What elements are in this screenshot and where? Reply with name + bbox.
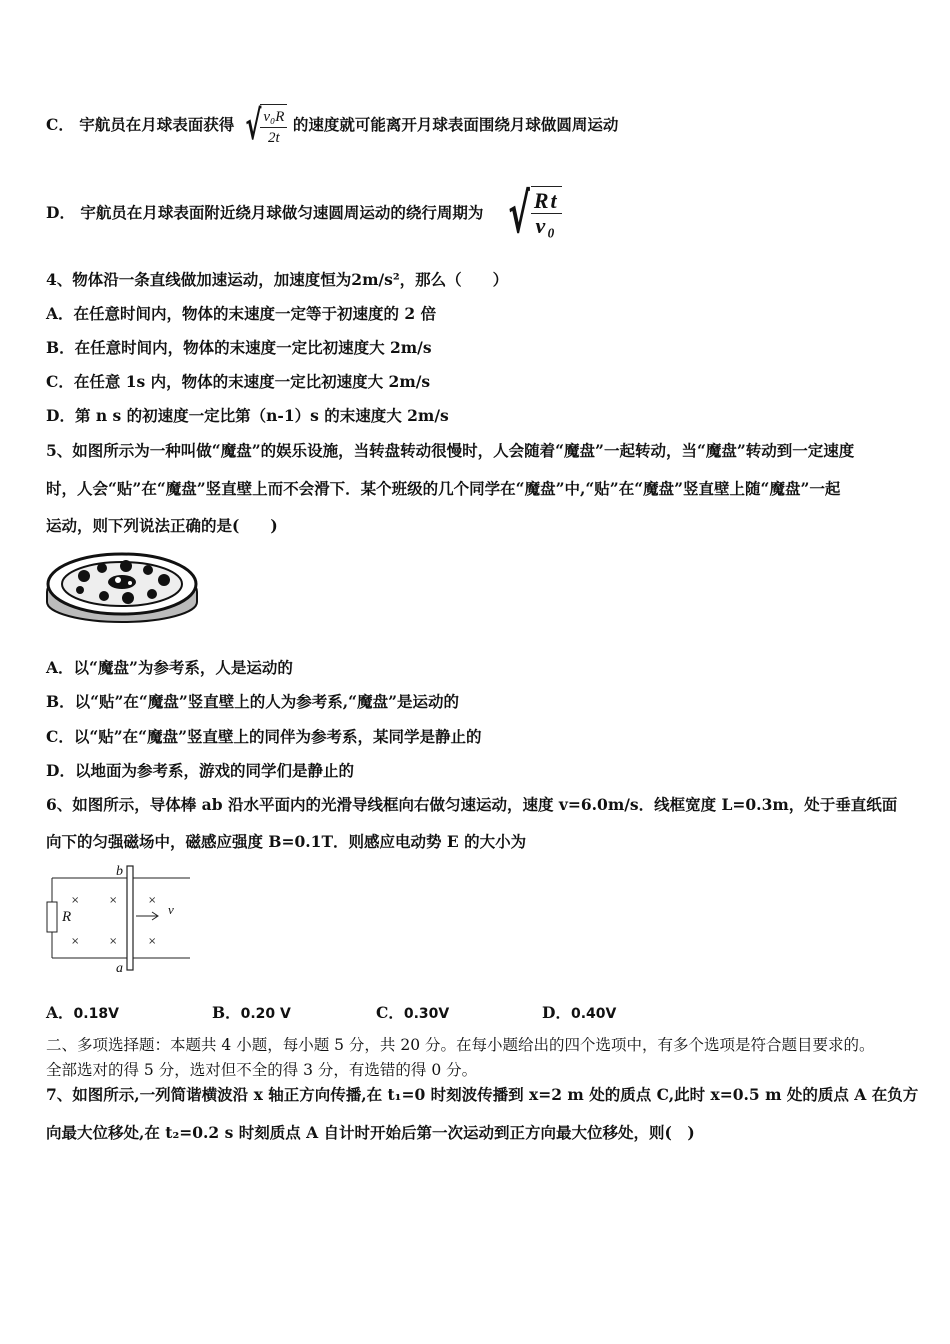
q5-stem-line-3: 运动，则下列说法正确的是( ) (46, 516, 278, 535)
point-a-label: a (116, 961, 123, 974)
q6-option-a (46, 1001, 119, 1023)
q4-option-c: C．在任意 1s 内，物体的末速度一定比初速度大 2m/s (46, 372, 431, 391)
q3-option-d (46, 182, 562, 245)
option-label: A． (46, 1003, 74, 1022)
q5-stem-line-1: 5、如图所示为一种叫做“魔盘”的娱乐设施，当转盘转动很慢时，人会随着“魔盘”一起转动，当“魔盘”转动到一定速度 (46, 441, 855, 460)
q3-option-c-text-before: 宇航员在月球表面获得 (79, 115, 235, 134)
section2-line-2: 全部选对的得 5 分，选对但不全的得 3 分，有选错的得 0 分。 (46, 1061, 478, 1079)
velocity-label: v (168, 902, 174, 917)
magic-disc-figure (44, 546, 200, 624)
field-cross: × (148, 895, 157, 906)
q4-option-a: A．在任意时间内，物体的末速度一定等于初速度的 2 倍 (46, 304, 437, 323)
fraction-denominator: 2t (268, 130, 280, 146)
option-label: B． (212, 1003, 241, 1022)
circuit-figure (44, 862, 194, 974)
q5-option-a: A．以“魔盘”为参考系，人是运动的 (46, 658, 293, 677)
fraction-denominator: v₀ (535, 213, 557, 238)
section2-line-1: 二、多项选择题：本题共 4 小题，每小题 5 分，共 20 分。在每小题给出的四个选项中，有多个选项是符合题目要求的。 (46, 1036, 875, 1054)
resistor-label: R (62, 909, 72, 925)
q6-stem-line-2: 向下的匀强磁场中，磁感应强度 B=0.1T．则感应电动势 E 的大小为 (46, 832, 527, 851)
q6-stem-line-1: 6、如图所示，导体棒 ab 沿水平面内的光滑导线框向右做匀速运动，速度 v=6.0m/s．线框宽度 L=0.3m，处于垂直纸面 (46, 795, 898, 814)
q4-stem: 4、物体沿一条直线做加速运动，加速度恒为2m/s²，那么（ ） (46, 270, 509, 289)
q7-stem-line-2: 向最大位移处,在 t₂=0.2 s 时刻质点 A 自计时开始后第一次运动到正方向最大位移处，则( ) (46, 1123, 695, 1142)
option-value: 0.40V (570, 1006, 617, 1022)
q3-option-c-label: C． (46, 115, 74, 134)
sqrt-expression: √ $\frac{\text{v₀R}}{2t}$ (240, 104, 288, 148)
fraction-numerator: Rt (531, 189, 562, 214)
q3-option-d-text-before: 宇航员在月球表面附近绕月球做匀速圆周运动的绕行周期为 (80, 203, 484, 222)
q4-option-d: D．第 n s 的初速度一定比第（n-1）s 的末速度大 2m/s (46, 406, 449, 425)
option-label: D． (542, 1003, 571, 1022)
field-cross: × (109, 936, 118, 947)
q5-option-d: D．以地面为参考系，游戏的同学们是静止的 (46, 761, 354, 780)
q3-option-c-text-after: 的速度就可能离开月球表面围绕月球做圆周运动 (292, 115, 619, 134)
q5-stem-line-2: 时，人会“贴”在“魔盘”竖直壁上而不会滑下．某个班级的几个同学在“魔盘”中,“贴”在“魔盘”竖直壁上随“魔盘”一起 (46, 479, 841, 498)
field-cross: × (71, 936, 80, 947)
q3-option-d-label: D． (46, 203, 75, 222)
point-b-label: b (116, 864, 123, 879)
field-cross: × (148, 936, 157, 947)
q6-option-c (376, 1001, 449, 1023)
option-value: 0.18V (73, 1006, 119, 1022)
option-value: 0.30V (403, 1006, 450, 1022)
q4-option-b: B．在任意时间内，物体的末速度一定比初速度大 2m/s (46, 338, 432, 357)
q6-option-b (212, 1001, 291, 1023)
option-value: 0.20 V (240, 1006, 291, 1022)
option-label: C． (376, 1003, 404, 1022)
q5-option-b: B．以“贴”在“魔盘”竖直壁上的人为参考系,“魔盘”是运动的 (46, 692, 459, 711)
fraction-numerator: v₀R (260, 107, 287, 128)
field-cross: × (71, 895, 80, 906)
q6-option-d (542, 1001, 616, 1023)
fraction (260, 107, 287, 148)
q3-option-c (46, 104, 618, 148)
q5-option-c: C．以“贴”在“魔盘”竖直壁上的同伴为参考系，某同学是静止的 (46, 727, 482, 746)
fraction (531, 189, 562, 238)
field-cross: × (109, 895, 118, 906)
q7-stem-line-1: 7、如图所示,一列简谐横波沿 x 轴正方向传播,在 t₁=0 时刻波传播到 x=2 m 处的质点 C,此时 x=0.5 m 处的质点 A 在负方 (46, 1085, 919, 1104)
sqrt-expression: √ $\frac{Rt}{\text{v₀}}$ (501, 186, 562, 242)
